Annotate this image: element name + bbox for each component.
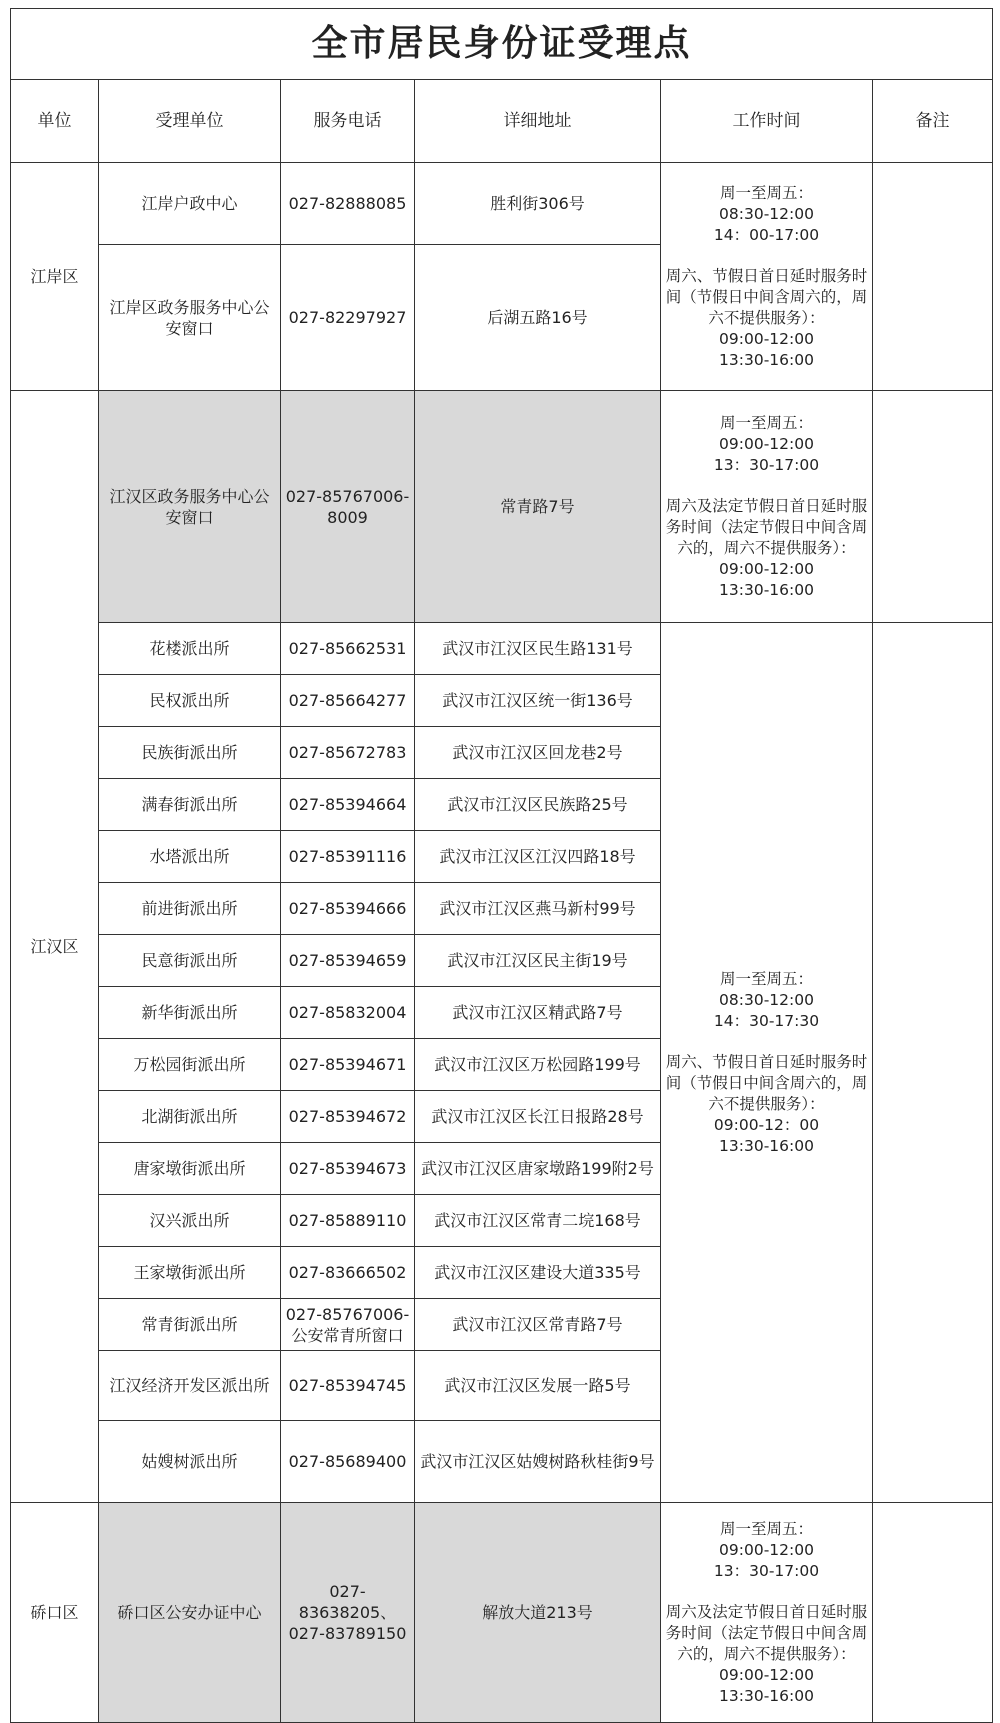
hours-weekend-am: 09:00-12:00 [719,559,814,578]
remark-cell [873,163,993,391]
phone-cell: 027-83638205、027-83789150 [281,1503,415,1723]
address-cell: 武汉市江汉区姑嫂树路秋桂街9号 [415,1421,661,1503]
address-cell: 武汉市江汉区民主街19号 [415,935,661,987]
table-row [11,163,993,245]
hours-weekday-pm: 14：00-17:00 [713,225,820,244]
phone-cell: 027-85391116 [281,831,415,883]
phone-cell: 027-85394659 [281,935,415,987]
table-row [11,1503,993,1723]
address-cell: 武汉市江汉区常青路7号 [415,1299,661,1351]
unit-cell: 水塔派出所 [99,831,281,883]
header-address: 详细地址 [415,80,661,163]
header-remark: 备注 [873,80,993,163]
phone-cell: 027-85662531 [281,623,415,675]
address-cell: 武汉市江汉区燕马新村99号 [415,883,661,935]
phone-cell: 027-83666502 [281,1247,415,1299]
unit-cell: 江汉经济开发区派出所 [99,1351,281,1421]
address-cell: 武汉市江汉区万松园路199号 [415,1039,661,1091]
address-cell: 武汉市江汉区精武路7号 [415,987,661,1039]
header-hours: 工作时间 [661,80,873,163]
address-cell: 武汉市江汉区统一街136号 [415,675,661,727]
phone-cell: 027-82888085 [281,163,415,245]
district-jianghan: 江汉区 [11,391,99,1503]
hours-weekend-am: 09:00-12:00 [719,329,814,348]
unit-cell: 硚口区公安办证中心 [99,1503,281,1723]
phone-cell: 027-85394673 [281,1143,415,1195]
id-card-office-table [10,8,993,1723]
hours-weekend-pm: 13:30-16:00 [719,580,814,599]
phone-cell: 027-85664277 [281,675,415,727]
phone-cell: 027-85394671 [281,1039,415,1091]
unit-cell: 唐家墩街派出所 [99,1143,281,1195]
hours-jianghan-center [661,391,873,623]
header-row [11,80,993,163]
address-cell: 武汉市江汉区民族路25号 [415,779,661,831]
unit-cell: 江汉区政务服务中心公安窗口 [99,391,281,623]
hours-weekday-label: 周一至周五： [719,1519,813,1538]
address-cell: 武汉市江汉区建设大道335号 [415,1247,661,1299]
hours-weekend-note: 周六及法定节假日首日延时服务时间（法定节假日中间含周六的，周六不提供服务）： [665,496,868,557]
unit-cell: 江岸户政中心 [99,163,281,245]
table-row [11,623,993,675]
phone-cell: 027-85767006-8009 [281,391,415,623]
hours-weekday-am: 08:30-12:00 [719,990,814,1009]
phone-cell: 027-85889110 [281,1195,415,1247]
phone-cell: 027-85394745 [281,1351,415,1421]
hours-weekend-note: 周六、节假日首日延时服务时间（节假日中间含周六的，周六不提供服务）： [665,1052,868,1113]
hours-weekday-label: 周一至周五： [719,969,813,988]
hours-weekday-label: 周一至周五： [719,413,813,432]
hours-jianghan-stations [661,623,873,1503]
hours-weekday-pm: 13：30-17:00 [713,455,820,474]
phone-cell: 027-82297927 [281,245,415,391]
phone-cell: 027-85672783 [281,727,415,779]
remark-cell [873,391,993,623]
unit-cell: 新华街派出所 [99,987,281,1039]
remark-cell [873,623,993,1503]
unit-cell: 花楼派出所 [99,623,281,675]
phone-cell: 027-85394672 [281,1091,415,1143]
address-cell: 解放大道213号 [415,1503,661,1723]
district-jiangan: 江岸区 [11,163,99,391]
phone-cell: 027-85394666 [281,883,415,935]
phone-cell: 027-85767006-公安常青所窗口 [281,1299,415,1351]
unit-cell: 北湖街派出所 [99,1091,281,1143]
address-cell: 常青路7号 [415,391,661,623]
hours-weekday-am: 09:00-12:00 [719,434,814,453]
hours-weekday-pm: 13：30-17:00 [713,1561,820,1580]
unit-cell: 前进街派出所 [99,883,281,935]
unit-cell: 常青街派出所 [99,1299,281,1351]
address-cell: 胜利街306号 [415,163,661,245]
unit-cell: 满春街派出所 [99,779,281,831]
address-cell: 后湖五路16号 [415,245,661,391]
address-cell: 武汉市江汉区长江日报路28号 [415,1091,661,1143]
district-qiaokou: 硚口区 [11,1503,99,1723]
hours-qiaokou [661,1503,873,1723]
unit-cell: 民族街派出所 [99,727,281,779]
header-unit: 受理单位 [99,80,281,163]
unit-cell: 王家墩街派出所 [99,1247,281,1299]
hours-weekday-am: 09:00-12:00 [719,1540,814,1559]
address-cell: 武汉市江汉区民生路131号 [415,623,661,675]
remark-cell [873,1503,993,1723]
hours-weekend-note: 周六、节假日首日延时服务时间（节假日中间含周六的，周六不提供服务）： [665,266,868,327]
table-title: 全市居民身份证受理点 [11,9,993,80]
unit-cell: 姑嫂树派出所 [99,1421,281,1503]
hours-weekday-pm: 14：30-17:30 [713,1011,820,1030]
header-district: 单位 [11,80,99,163]
address-cell: 武汉市江汉区常青二垸168号 [415,1195,661,1247]
hours-weekend-pm: 13:30-16:00 [719,1136,814,1155]
hours-weekend-pm: 13:30-16:00 [719,350,814,369]
hours-weekend-pm: 13:30-16:00 [719,1686,814,1705]
address-cell: 武汉市江汉区发展一路5号 [415,1351,661,1421]
unit-cell: 民权派出所 [99,675,281,727]
hours-weekend-note: 周六及法定节假日首日延时服务时间（法定节假日中间含周六的，周六不提供服务）： [665,1602,868,1663]
hours-weekend-am: 09:00-12：00 [713,1115,820,1134]
address-cell: 武汉市江汉区唐家墩路199附2号 [415,1143,661,1195]
hours-weekday-label: 周一至周五： [719,183,813,202]
header-phone: 服务电话 [281,80,415,163]
unit-cell: 民意街派出所 [99,935,281,987]
unit-cell: 万松园街派出所 [99,1039,281,1091]
phone-cell: 027-85394664 [281,779,415,831]
phone-cell: 027-85689400 [281,1421,415,1503]
address-cell: 武汉市江汉区回龙巷2号 [415,727,661,779]
unit-cell: 汉兴派出所 [99,1195,281,1247]
unit-cell: 江岸区政务服务中心公安窗口 [99,245,281,391]
hours-jiangan [661,163,873,391]
page [10,8,992,1706]
table-row [11,391,993,623]
hours-weekend-am: 09:00-12:00 [719,1665,814,1684]
hours-weekday-am: 08:30-12:00 [719,204,814,223]
phone-cell: 027-85832004 [281,987,415,1039]
address-cell: 武汉市江汉区江汉四路18号 [415,831,661,883]
